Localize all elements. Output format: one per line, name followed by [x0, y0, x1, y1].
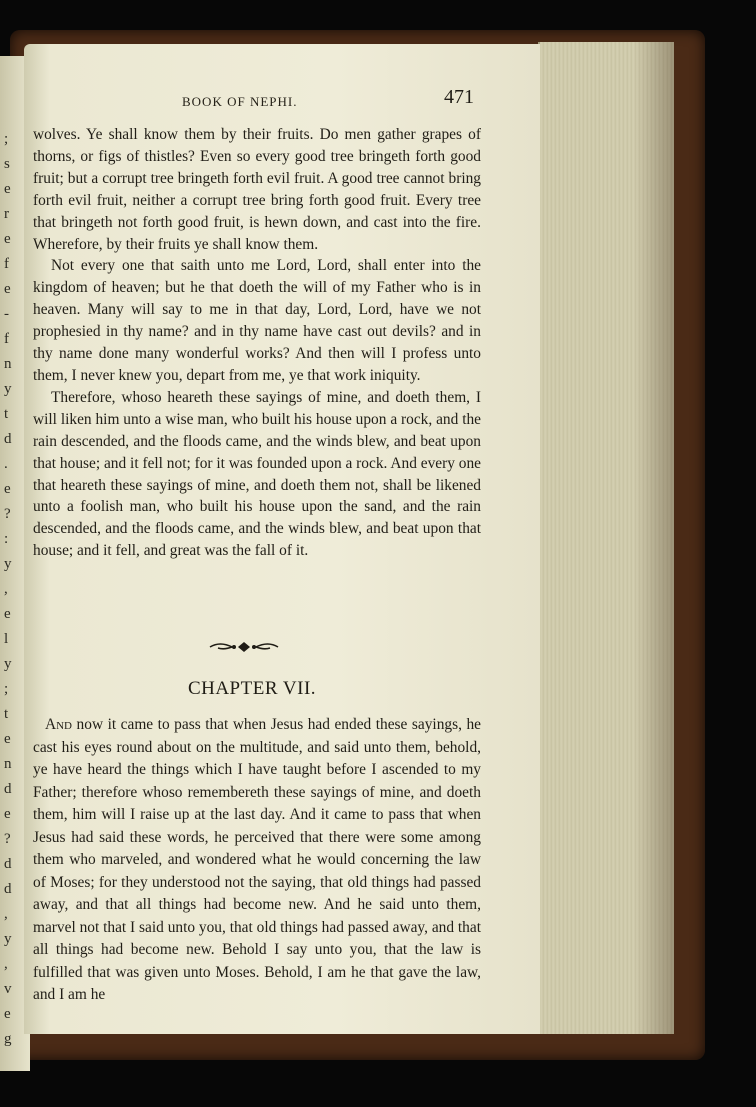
- paragraph: Not every one that saith unto me Lord, Lord, shall enter into the kingdom of heaven; but he that doeth the will of my Father who is in heaven. Many will say to me in that day, Lord, Lord, have we not prophesied in thy name? and in thy name have cast out devils? and in thy name done many wonderful works? And then will I profess unto them, I never knew you, depart from me, ye that work iniquity.: [33, 257, 481, 384]
- left-page-fragment: s: [4, 156, 10, 172]
- left-page-fragment: -: [4, 306, 9, 322]
- left-page-fragment: e: [4, 806, 11, 822]
- left-page-fragment: :: [4, 531, 9, 547]
- chapter-text: [33, 714, 481, 1007]
- left-page-fragment: n: [4, 356, 12, 372]
- paragraph: Therefore, whoso heareth these sayings of mine, and doeth them, I will liken him unto a wise man, who built his house upon a rock, and the rain descended, and the floods came, and the winds blew, and beat upon that house; and it fell not; for it was founded upon a rock. And every one that heareth these sayings of mine, and doeth them not, shall be likened unto a foolish man, who built his house upon the sand, and the rain descended, and the floods came, and the winds blew, and beat upon that house; and it fell, and great was the fall of it.: [33, 388, 481, 560]
- running-head: BOOK OF NEPHI.: [182, 94, 298, 109]
- chapter-paragraph: now it came to pass that when Jesus had ended these sayings, he cast his eyes round about on the multitude, and said unto them, behold, ye have heard the things which I have taught before I ascended to my Father; therefore whoso remembereth these sayings of mine, and doeth them, him will I raise up at the last day. And it came to pass that when Jesus had said these words, he perceived that there were some among them who marveled, and wondered what he would concerning the law of Moses; for they understood not the saying, that old things had passed away, and that all things had become new. And he said unto them, marvel not that I said unto you, that old things had passed away, and that all things had become new. Behold I say unto you, that the law is fulfilled that was given unto Moses. Behold, I am he that gave the law, and I am he: [33, 716, 481, 1003]
- left-page-fragment: y: [4, 656, 12, 672]
- ornament-divider-icon: [204, 638, 284, 656]
- page-edges: [538, 42, 674, 1034]
- chapter-heading: CHAPTER VII.: [187, 678, 317, 699]
- page-number: 471: [444, 86, 474, 108]
- left-page-fragment: e: [4, 606, 11, 622]
- left-page-fragment: f: [4, 256, 9, 272]
- left-page-fragment: e: [4, 731, 11, 747]
- left-page-fragment: t: [4, 406, 9, 422]
- left-page-fragment: l: [4, 631, 9, 647]
- left-page-fragment: ;: [4, 131, 9, 147]
- left-page-fragment: y: [4, 931, 12, 947]
- left-page-fragment: f: [4, 331, 9, 347]
- paragraph: wolves. Ye shall know them by their fruits. Do men gather grapes of thorns, or figs of thistles? Even so every good tree bringeth forth good fruit; but a corrupt tree bringeth forth evil fruit. A good tree cannot bring forth evil fruit, neither a corrupt tree bring forth good fruit. Every tree that bringeth not forth good fruit, is hewn down, and cast into the fire. Wherefore, by their fruits ye shall know them.: [33, 126, 481, 253]
- left-page-fragment: t: [4, 706, 9, 722]
- left-page-fragment: e: [4, 231, 11, 247]
- left-page-fragment: ;: [4, 681, 9, 697]
- left-page-fragment: e: [4, 1006, 11, 1022]
- left-page-fragment: y: [4, 381, 12, 397]
- left-page-fragment: ,: [4, 906, 8, 922]
- left-page-fragment: e: [4, 481, 11, 497]
- left-page-fragment: v: [4, 981, 12, 997]
- left-page-fragment: d: [4, 856, 12, 872]
- left-page-fragment: d: [4, 881, 12, 897]
- left-page-fragment: ?: [4, 506, 11, 522]
- left-page-fragment: e: [4, 181, 11, 197]
- left-page-fragment: r: [4, 206, 9, 222]
- left-page-fragment: n: [4, 756, 12, 772]
- chapter-lead-word: And: [45, 716, 73, 733]
- left-page-fragment: ,: [4, 956, 8, 972]
- left-page-fragment: d: [4, 431, 12, 447]
- left-page-fragment: .: [4, 456, 8, 472]
- right-page: [24, 44, 540, 1034]
- left-page-fragment: e: [4, 281, 11, 297]
- left-page-fragment: ?: [4, 831, 11, 847]
- page-header: [24, 86, 540, 116]
- body-text: [33, 124, 481, 562]
- left-page-fragment: y: [4, 556, 12, 572]
- left-page-fragment: ,: [4, 581, 8, 597]
- left-page-fragment: g: [4, 1031, 12, 1047]
- left-page-fragment: d: [4, 781, 12, 797]
